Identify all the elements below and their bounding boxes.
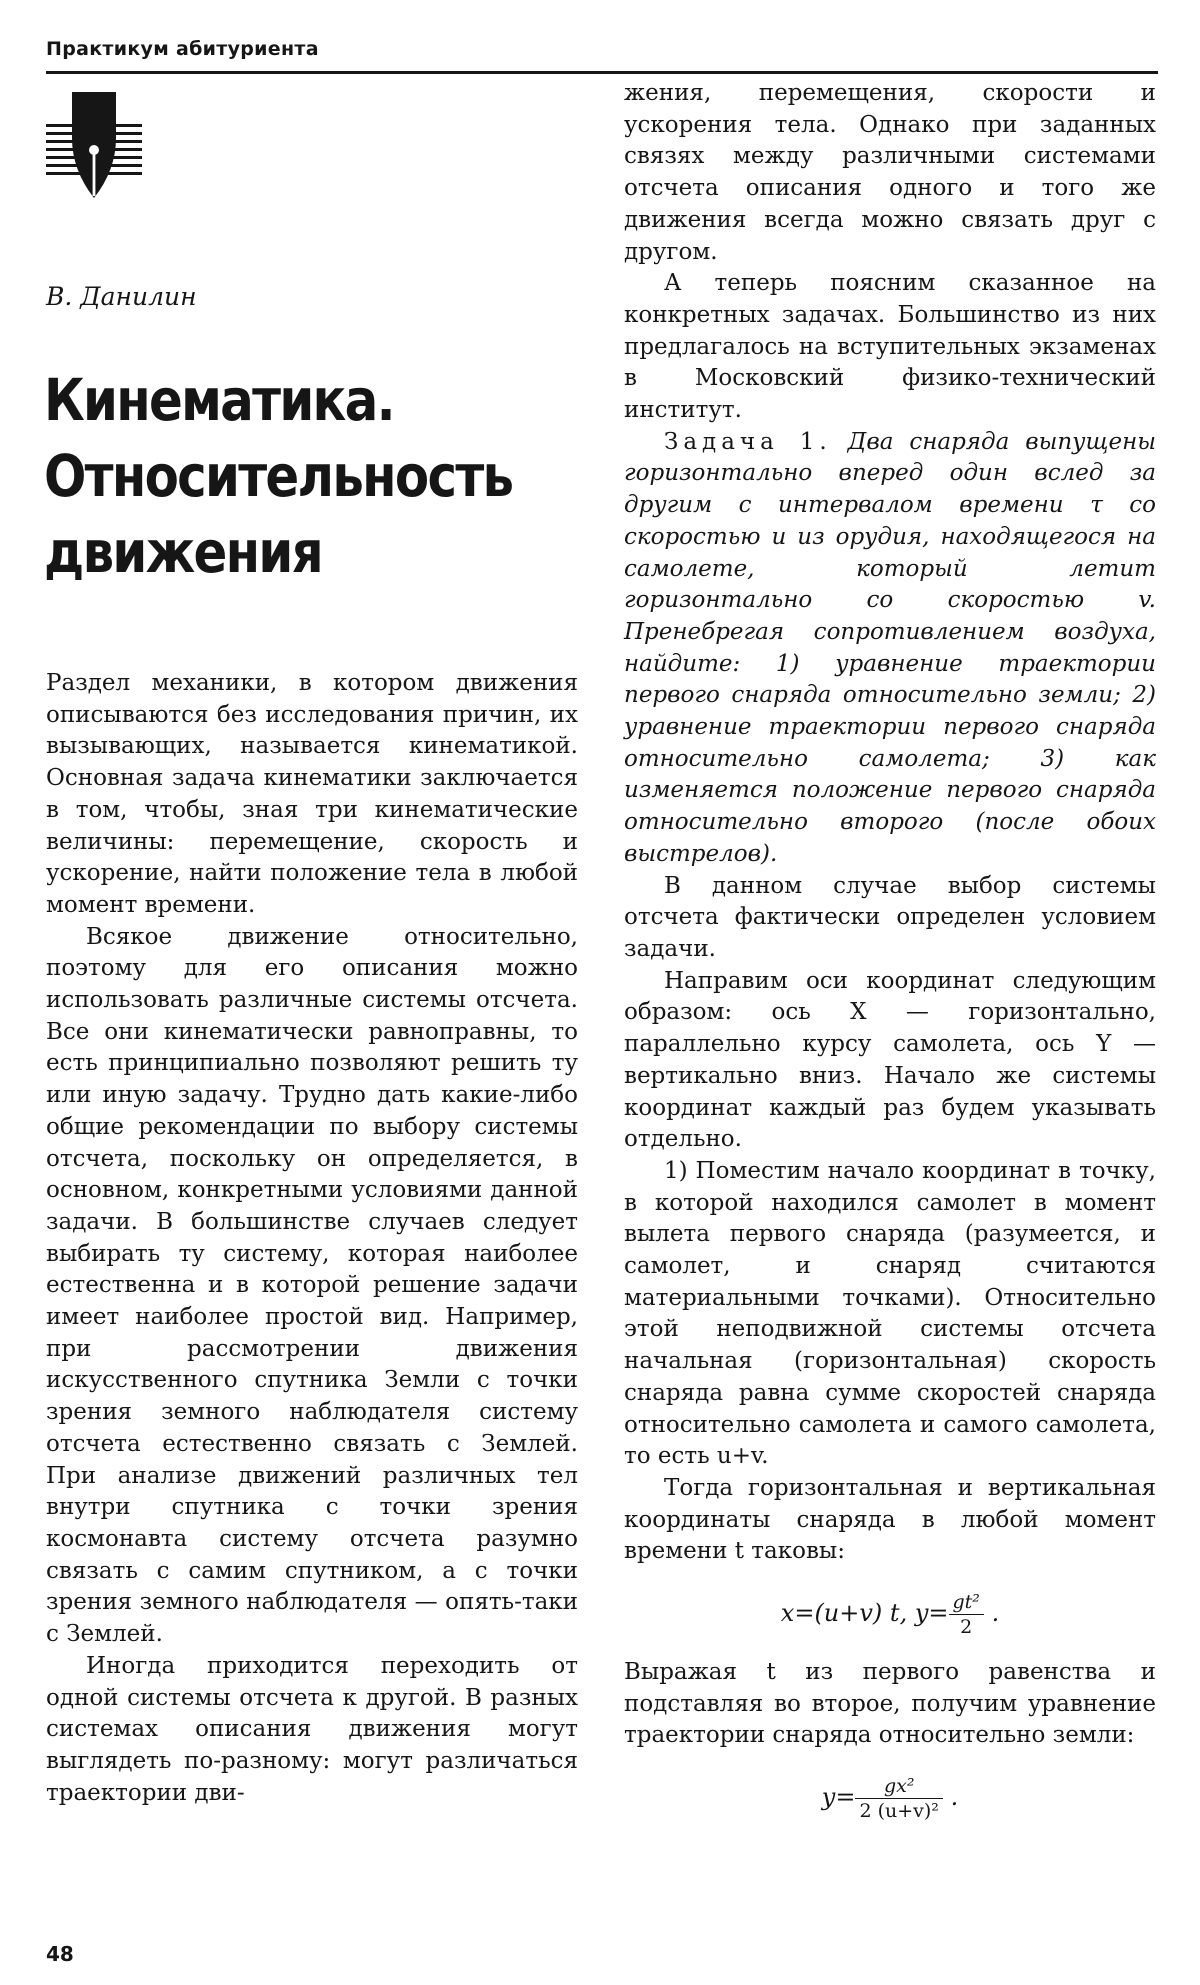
left-column (46, 668, 578, 1809)
right-column (624, 78, 1156, 1841)
formula-left: y= (821, 1783, 856, 1812)
task-label: Задача 1. (664, 428, 832, 455)
paragraph: В данном случае выбор системы отсчета фактически определен условием задачи. (624, 872, 1156, 962)
paragraph: Тогда горизонтальная и вертикальная координаты снаряда в любой момент времени t таковы: (624, 1474, 1156, 1565)
paragraph: Всякое движение относительно, поэтому для его описания можно использовать различные системы отсчета. Все они кинематически равноправны, то есть принципиально позволяют решить ту или иную задачу. Трудно дать какие-либо общие рекомендации по выбору системы отсчета, поскольку он определяется, в основном, конкретными условиями данной задачи. В большинстве случаев следует выбирать ту систему, которая наиболее естественна и в которой решение задачи имеет наиболее простой вид. Например, при рассмотрении движения искусственного спутника Земли с точки зрения земного наблюдателя систему отсчета естественно связать с Землей. При анализе движений различных тел внутри спутника с точки зрения космонавта систему отсчета разумно связать с самим спутником, а с точки зрения земного наблюдателя — опять-таки с Землей. (46, 923, 578, 1648)
paragraph: Раздел механики, в котором движения описываются без исследования причин, их вызывающих, называется кинематикой. Основная задача кинематики заключается в том, чтобы, зная три кинематические величины: перемещение, скорость и ускорение, найти положение тела в любой момент времени. (46, 670, 578, 918)
paragraph: Выражая t из первого равенства и подставляя во второе, получим уравнение траектории снаряда относительно земли: (624, 1659, 1156, 1749)
pen-nib-icon (44, 92, 144, 202)
section-label: Практикум абитуриента (46, 38, 319, 60)
header-rule (46, 71, 1158, 74)
paragraph: жения, перемещения, скорости и ускорения тела. Однако при заданных связях между различными системами отсчета описания одного и того же движения всегда можно связать друг с другом. (624, 80, 1156, 265)
fraction-numerator: gt² (949, 1590, 984, 1615)
paragraph: А теперь поясним сказанное на конкретных задачах. Большинство из них предлагалось на вступительных экзаменах в Московский физико-технический институт. (624, 270, 1156, 424)
formula-left: x=(u+v) t, y= (780, 1599, 949, 1628)
fraction (949, 1590, 984, 1639)
formula-end: . (950, 1783, 959, 1812)
formula-trajectory-ground (624, 1774, 1156, 1823)
fraction-denominator: 2 (960, 1616, 973, 1639)
task-paragraph (624, 427, 1156, 871)
paragraph: Направим оси координат следующим образом: ось X — горизонтально, параллельно курсу самолета, ось Y — вертикально вниз. Начало же системы координат каждый раз будем указывать отдельно. (624, 967, 1156, 1153)
title-line: движения (44, 518, 322, 586)
formula-trajectory-coordinates (624, 1590, 1156, 1639)
article-title (44, 362, 526, 590)
page-number: 48 (46, 1942, 74, 1966)
paragraph: 1) Поместим начало координат в точку, в которой находился самолет в момент вылета первого снаряда (разумеется, и самолет, и снаряд считаются материальными точками). Относительно этой неподвижной системы отсчета начальная (горизонтальная) скорость снаряда равна сумме скоростей снаряда относительно самолета и самого самолета, то есть u+v. (624, 1157, 1156, 1470)
fraction (855, 1774, 942, 1823)
title-line: Относительность (44, 442, 513, 510)
author-name: В. Данилин (46, 282, 197, 311)
fraction-numerator: gx² (855, 1774, 942, 1799)
formula-end: . (991, 1599, 1000, 1628)
fraction-denominator: 2 (u+v)² (859, 1800, 939, 1823)
task-text: Два снаряда выпущены горизонтально вперед один вслед за другим с интервалом времени τ со скоростью и из орудия, находящегося на самолете, который летит горизонтально со скоростью v. Пренебрегая сопротивлением воздуха, найдите: 1) уравнение траектории первого снаряда относительно земли; 2) уравнение траектории первого снаряда относительно самолета; 3) как изменяется положение первого снаряда относительно второго (после обоих выстрелов). (624, 428, 1157, 867)
paragraph: Иногда приходится переходить от одной системы отсчета к другой. В разных системах описания движения могут выглядеть по-разному: могут различаться траектории дви- (46, 1652, 578, 1806)
title-line: Кинематика. (44, 366, 394, 434)
